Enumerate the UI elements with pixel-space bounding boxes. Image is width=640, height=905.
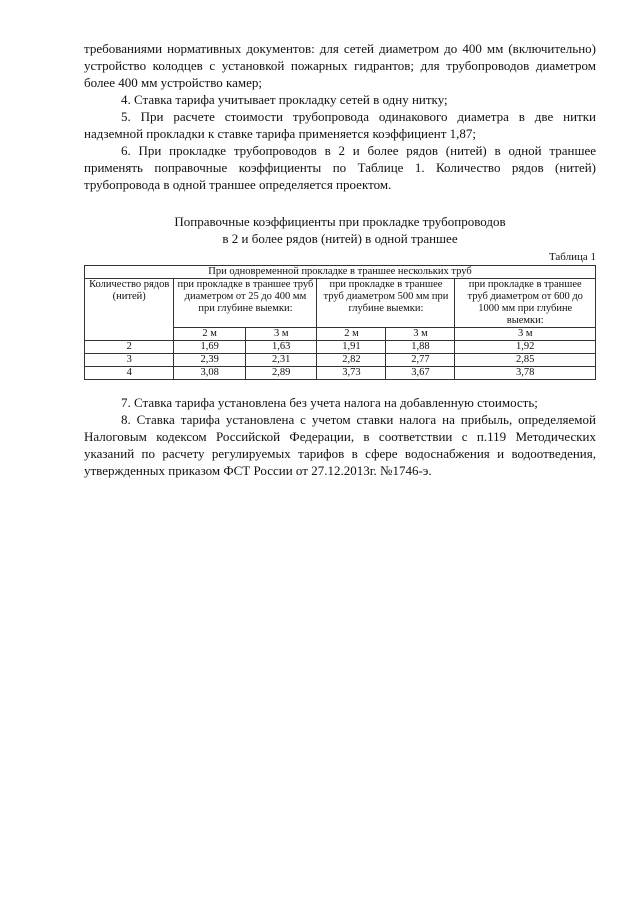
subheader-depth: 3 м <box>386 328 455 341</box>
subheader-depth: 3 м <box>245 328 317 341</box>
subheader-depth: 3 м <box>455 328 596 341</box>
table-caption <box>84 213 596 247</box>
header-group-25-400: при прокладке в траншее труб диаметром от 25 до 400 мм при глубине выемки: <box>174 279 317 328</box>
table-header-row <box>85 279 596 328</box>
table-cell: 1,91 <box>317 341 386 354</box>
table-cell: 2,77 <box>386 354 455 367</box>
table-cell: 2,89 <box>245 367 317 380</box>
subheader-depth: 2 м <box>174 328 246 341</box>
table-caption-line-2: в 2 и более рядов (нитей) в одной траншее <box>222 231 458 246</box>
header-group-600-1000: при прокладке в траншее труб диаметром от 600 до 1000 мм при глубине выемки: <box>455 279 596 328</box>
table-cell: 2,39 <box>174 354 246 367</box>
table-caption-line-1: Поправочные коэффициенты при прокладке трубопроводов <box>174 214 506 229</box>
table-cell: 1,88 <box>386 341 455 354</box>
table-cell: 3,08 <box>174 367 246 380</box>
table-cell: 4 <box>85 367 174 380</box>
paragraph-continuation: требованиями нормативных документов: для сетей диаметром до 400 мм (включительно) устройство колодцев с установкой пожарных гидрантов; для трубопроводов диаметром более 400 мм устройство камер; <box>84 41 596 90</box>
table-cell: 3 <box>85 354 174 367</box>
table-cell: 2,31 <box>245 354 317 367</box>
table-super-header: При одновременной прокладке в траншее нескольких труб <box>85 266 596 279</box>
table-cell: 3,78 <box>455 367 596 380</box>
paragraph-item-4: 4. Ставка тарифа учитывает прокладку сетей в одну нитку; <box>121 92 448 107</box>
table-label: Таблица 1 <box>548 251 596 263</box>
header-rows-count: Количество рядов (нитей) <box>85 279 174 341</box>
table-cell: 2,82 <box>317 354 386 367</box>
table-cell: 2,85 <box>455 354 596 367</box>
document-page <box>84 40 596 479</box>
paragraph-item-7: 7. Ставка тарифа установлена без учета налога на добавленную стоимость; <box>121 395 538 410</box>
table-cell: 3,73 <box>317 367 386 380</box>
header-group-500: при прокладке в траншее труб диаметром 500 мм при глубине выемки: <box>317 279 455 328</box>
table-cell: 2 <box>85 341 174 354</box>
table-cell: 1,63 <box>245 341 317 354</box>
table-cell: 3,67 <box>386 367 455 380</box>
paragraph-item-8: 8. Ставка тарифа установлена с учетом ставки налога на прибыль, определяемой Налоговым кодексом Российской Федерации, в соответствии с п.119 Методических указаний по расчету регулируемых тарифов в сфере водоснабжения и водоотведения, утвержденных приказом ФСТ России от 27.12.2013г. №1746-э. <box>84 412 596 478</box>
table-cell: 1,92 <box>455 341 596 354</box>
table-row <box>85 367 596 380</box>
table-super-header-row <box>85 266 596 279</box>
table-cell: 1,69 <box>174 341 246 354</box>
table-row <box>85 341 596 354</box>
table-row <box>85 354 596 367</box>
coefficients-table <box>84 265 596 380</box>
paragraph-item-5: 5. При расчете стоимости трубопровода одинакового диаметра в две нитки надземной прокладки к ставке тарифа применяется коэффициент 1,87; <box>84 109 596 141</box>
paragraph-item-6: 6. При прокладке трубопроводов в 2 и более рядов (нитей) в одной траншее применять поправочные коэффициенты по Таблице 1. Количество рядов (нитей) трубопровода в одной траншее определяется проектом. <box>84 143 596 192</box>
subheader-depth: 2 м <box>317 328 386 341</box>
